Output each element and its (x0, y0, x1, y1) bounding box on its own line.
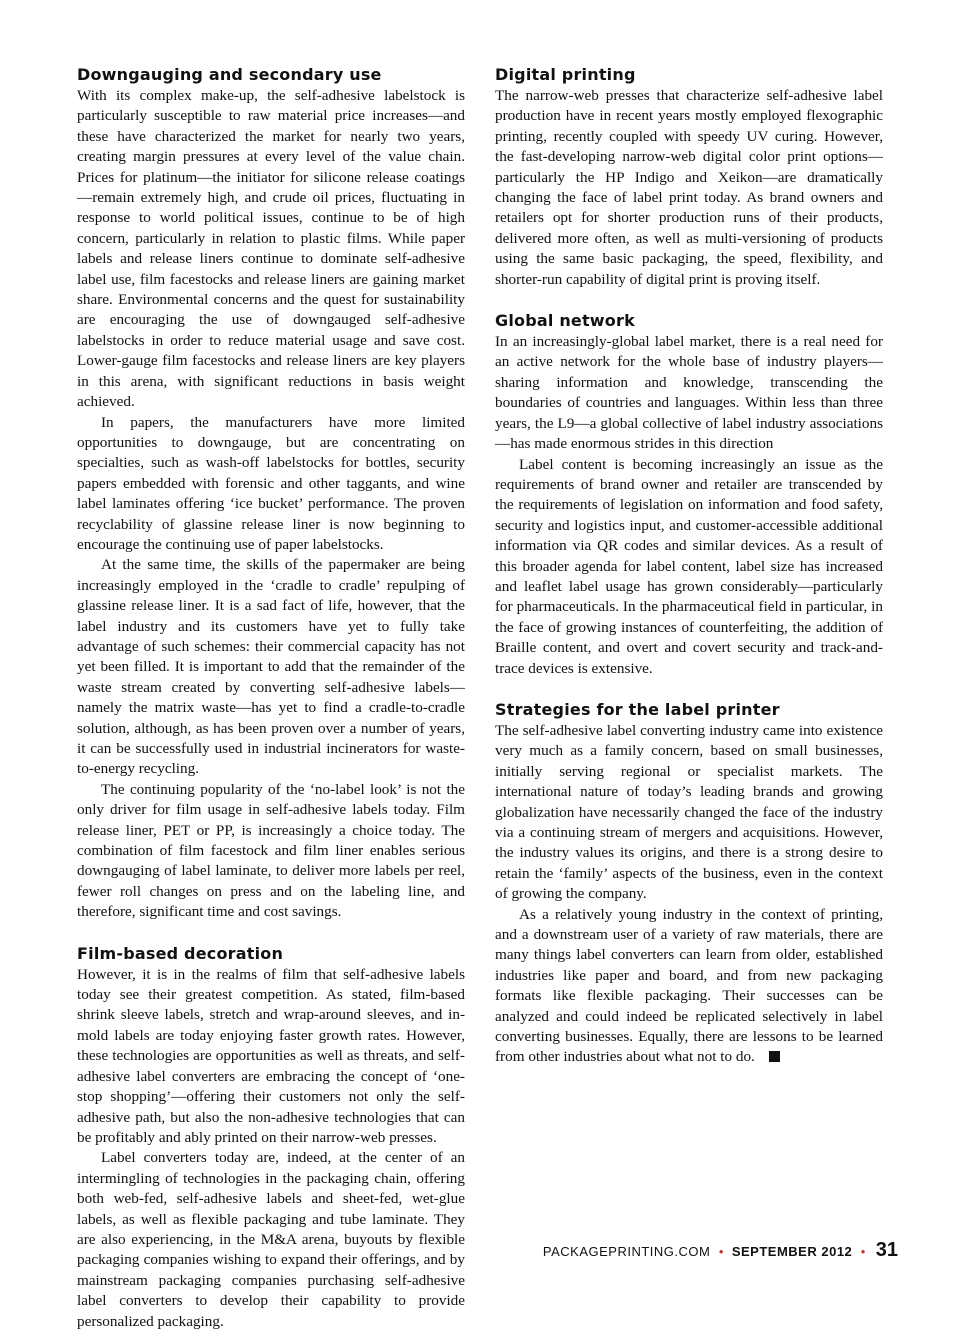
paragraph: However, it is in the realms of film that self-adhesive labels today see their greatest competition. As stated, film-based shrink sleeve labels, stretch and wrap-around sleeves, and in-mold labels are today enjoying faster growth rates. However, these technologies are opportunities as well as threats, and self-adhesive label converters are embracing the concept of ‘one-stop shopping’—offering their customers not only the self-adhesive path, but also the non-adhesive technologies that can be profitably and ably printed on their narrow-web presses. (77, 965, 465, 1146)
footer-separator: • (718, 1244, 724, 1259)
paragraph: The narrow-web presses that characterize self-adhesive label production have in recent years mostly employed flexographic printing, recently coupled with speedy UV curing. However, the fast-developing narrow-web digital color print options—particularly the HP Indigo and Xeikon—are dramatically changing the face of label print today. As brand owners and retailers opt for shorter production runs of their products, delivered more often, as well as multi-versioning of products using the same basic packaging, the speed, flexibility, and shorter-run capability of digital print is proving itself. (495, 87, 883, 288)
section-gap (77, 923, 465, 943)
footer-site: PACKAGEPRINTING.COM (542, 1244, 711, 1259)
paragraph: Label content is becoming increasingly an issue as the requirements of brand owner and retailer are transcended by the requirements of legislation on information and food safety, security and logistics input, and customer-accessible additional information via QR codes and similar devices. As a result of this broader agenda for label content, label size has increased and leaflet label usage has grown considerably—particularly for pharmaceuticals. In the pharmaceutical field in particular, in the face of growing instances of counterfeiting, the addition of Braille content, and overt and covert security and track-and-trace devices is extensive. (495, 455, 883, 677)
final-paragraph-text: As a relatively young industry in the context of printing, and a downstream user of a variety of raw materials, there are many things label converters can learn from older, established industries like paper and board, and from new packaging formats like flexible packaging. Their successes can be analyzed and could indeed be replicated selectively in label converting businesses. Equally, there are lessons to be learned from other industries about what not to do. (495, 905, 883, 1066)
footer-issue-date: SEPTEMBER 2012 (731, 1244, 853, 1259)
paragraph-final (495, 905, 883, 1068)
heading-strategies: Strategies for the label printer (495, 699, 780, 719)
left-column (77, 64, 465, 1332)
page-footer (543, 1239, 898, 1262)
section-gap (495, 290, 883, 310)
heading-film-based-decoration: Film-based decoration (77, 943, 284, 963)
heading-digital-printing: Digital printing (495, 65, 636, 84)
paragraph: The continuing popularity of the ‘no-label look’ is not the only driver for film usage in self-adhesive labels today. Film release liner, PET or PP, is increasingly a choice today. The combination of film facestock and film liner enables serious downgauging of label laminate, to deliver more labels per reel, fewer roll changes on press and on the labeling line, and therefore, significant time and cost savings. (77, 780, 465, 921)
section-gap (495, 679, 883, 699)
end-of-article-square-icon (769, 1051, 780, 1062)
footer-separator: • (860, 1244, 866, 1259)
paragraph-continued: Label converters today are, indeed, at the center of an intermingling of technologies in the packaging chain, offering both web-fed, self-adhesive labels and sheet-fed, wet-glue labels, as well as flexible packaging and tube laminate. They are also experiencing, in the M&A arena, buyouts by flexible packaging companies wishing to expand their offerings, and by mainstream packaging companies purchasing self-adhesive label converters to develop their capability to provide personalized packaging. (77, 1149, 465, 1330)
paragraph: In an increasingly-global label market, there is a real need for an active network for the whole base of industry players—sharing information and knowledge, transcending the boundaries of countries and languages. Within less than three years, the L9—a global collective of label industry associations—has made enormous strides in this direction (495, 333, 883, 453)
paragraph: The self-adhesive label converting industry came into existence very much as a family concern, based on small businesses, initially serving regional or specialist markets. The international nature of today’s leading brands and growing globalization have necessarily changed the face of the industry via a continuing stream of mergers and acquisitions. However, the industry values its origins, and there is a strong desire to retain the ‘family’ aspects of the business, even in the context of growing the company. (495, 721, 883, 903)
heading-downgauging: Downgauging and secondary use (77, 65, 382, 84)
right-column (495, 64, 883, 1068)
paragraph: With its complex make-up, the self-adhesive labelstock is particularly susceptible to raw material price increases—and these have characterized the market for nearly two years, creating margin pressures at every level of the value chain. Prices for platinum—the initiator for silicone release coatings—remain extremely high, and crude oil prices, fluctuating in response to world political issues, continue to be of high concern, particularly in relation to plastic films. While paper labels and release liners continue to dominate self-adhesive label use, film facestocks and release liners are gaining market share. Environmental concerns and the quest for sustainability are encouraging the use of downgauged self-adhesive labelstocks in order to reduce material usage and save cost. Lower-gauge film facestocks and release liners are key players in this arena, with significant reductions in basis weight achieved. (77, 87, 465, 411)
paragraph: In papers, the manufacturers have more limited opportunities to downgauge, but are concentrating on specialties, such as wash-off labelstocks for bottles, security papers embedded with forensic and other taggants, and wine label laminates offering ‘ice bucket’ performance. The proven recyclability of glassine release liner is now beginning to encourage the continuing use of paper labelstocks. (77, 413, 465, 553)
page-number: 31 (875, 1239, 898, 1261)
heading-global-network: Global network (495, 311, 635, 331)
paragraph: At the same time, the skills of the papermaker are being increasingly employed in the ‘cradle to cradle’ repulping of glassine release liner. It is a sad fact of life, however, that the label industry and its customers have yet to fully take advantage of such schemes: their commercial capacity has not yet been filled. It is important to add that the remainder of the waste stream created by converting self-adhesive labels—namely the matrix waste—has yet to find a cradle-to-cradle solution, although, as has been proven over a number of years, it can be successfully used in industrial incinerators for waste-to-energy recycling. (77, 556, 465, 778)
